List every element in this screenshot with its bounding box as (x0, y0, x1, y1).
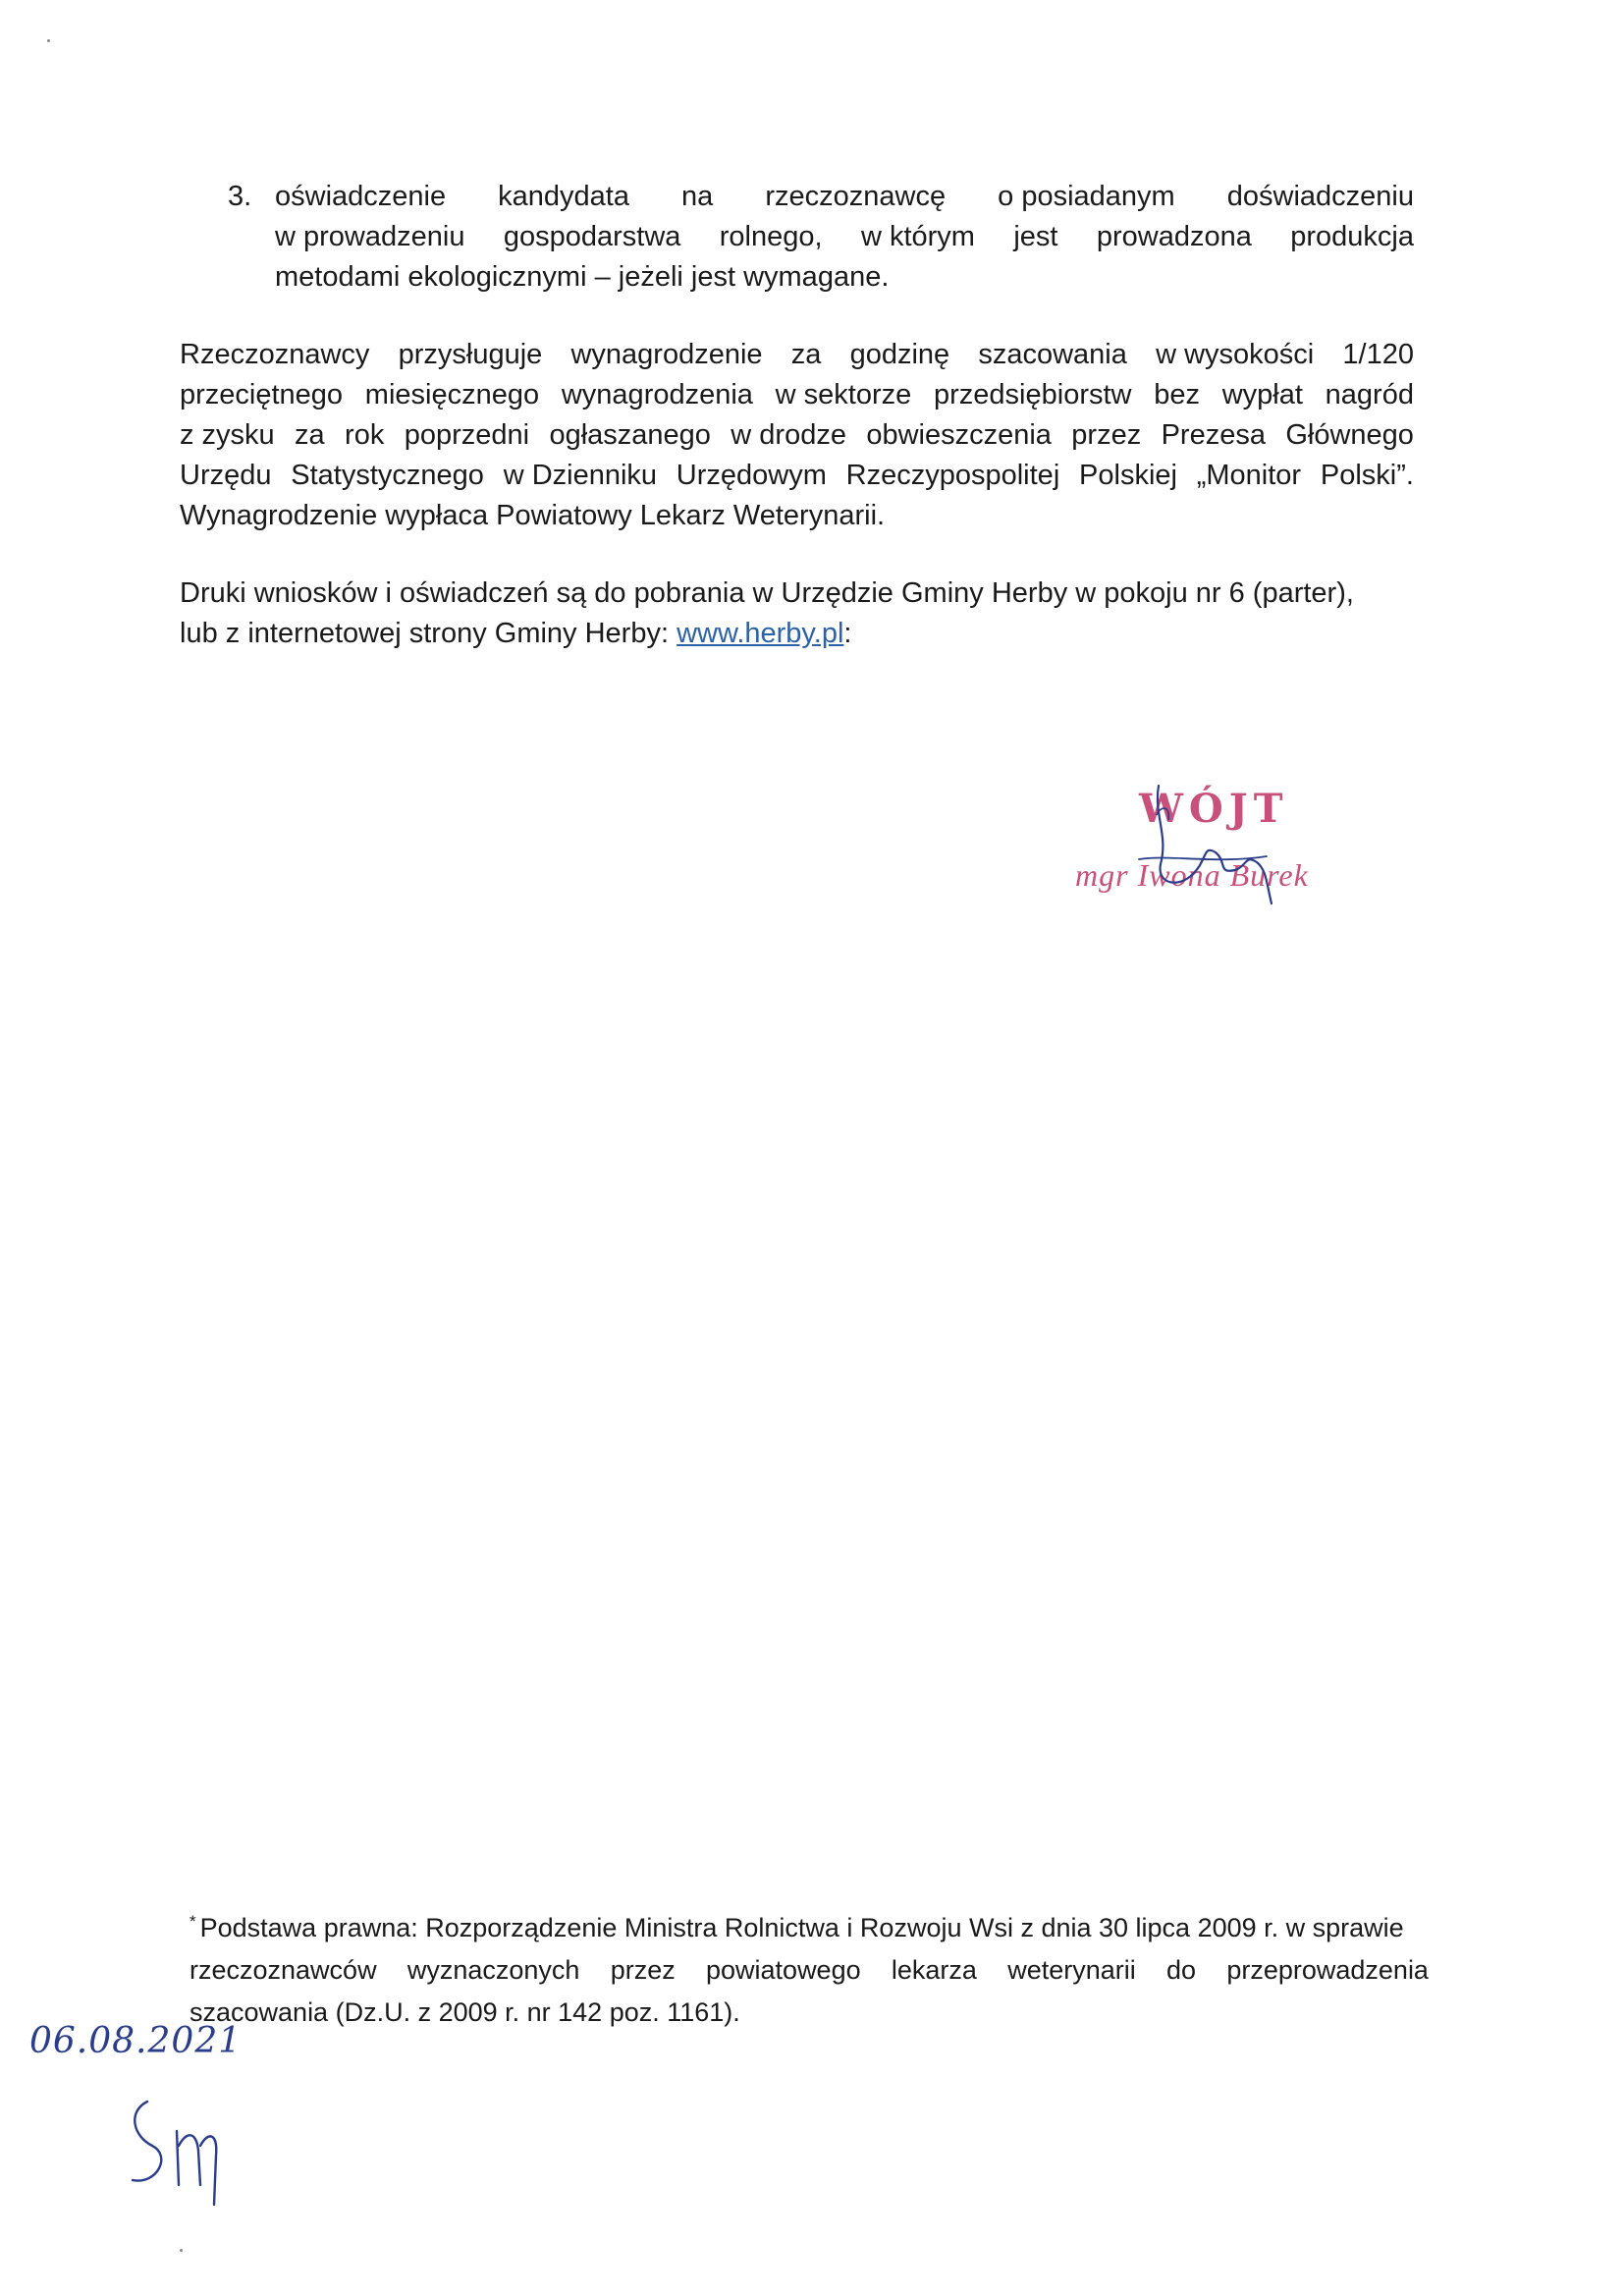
word: poprzedni (404, 419, 530, 451)
word: w sektorze (775, 379, 912, 410)
footnote-line-3: szacowania (Dz.U. z 2009 r. nr 142 poz. 1161). (189, 1997, 740, 2027)
word: produkcja (1290, 221, 1414, 252)
word: bez (1154, 379, 1200, 410)
list-item-line-3: metodami ekologicznymi – jeżeli jest wymagane. (275, 261, 890, 293)
paragraph-line-5: Wynagrodzenie wypłaca Powiatowy Lekarz Weterynarii. (180, 500, 886, 531)
list-item-number: 3. (228, 181, 252, 212)
word: wynagrodzenia (561, 379, 753, 410)
handwritten-initials (118, 2092, 236, 2210)
word: Polski”. (1320, 460, 1414, 491)
word: miesięcznego (364, 379, 540, 410)
word: 1/120 (1342, 339, 1414, 370)
word: Głównego (1285, 419, 1414, 451)
forms-line-1: Druki wniosków i oświadczeń są do pobrania w Urzędzie Gminy Herby w pokoju nr 6 (parter), (180, 577, 1354, 609)
herby-website-link[interactable]: www.herby.pl (677, 618, 844, 649)
word: przez (610, 1955, 676, 1985)
word: powiatowego (706, 1955, 861, 1985)
word: ogłaszanego (549, 419, 711, 451)
word: Rzeczypospolitej (845, 460, 1060, 491)
word: za (790, 339, 822, 370)
paragraph-line-3 (180, 421, 1414, 450)
word: na (681, 181, 714, 212)
footnote-line-2 (189, 1957, 1429, 1984)
word: wynagrodzenie (570, 339, 763, 370)
word: gospodarstwa (503, 221, 681, 252)
word: godzinę (849, 339, 950, 370)
word: z zysku (180, 419, 275, 451)
word: Rzeczoznawcy (180, 339, 370, 370)
footnote-marker: * (189, 1912, 196, 1931)
word: przez (1071, 419, 1142, 451)
word: prowadzona (1096, 221, 1252, 252)
word: w którym (860, 221, 975, 252)
word: w prowadzeniu (275, 221, 465, 252)
paragraph-line-4 (180, 462, 1414, 490)
scan-speck (47, 39, 50, 42)
word: szacowania (978, 339, 1127, 370)
word: wyznaczonych (406, 1955, 580, 1985)
word: obwieszczenia (866, 419, 1052, 451)
word: przeprowadzenia (1226, 1955, 1429, 1985)
word: Urzędowym (676, 460, 827, 491)
handwritten-date: 06.08.2021 (29, 2021, 243, 2061)
forms-line-2 (180, 620, 851, 648)
word: Statystycznego (291, 460, 484, 491)
word: o posiadanym (998, 181, 1175, 212)
word: rok (345, 419, 385, 451)
word: rolnego, (719, 221, 823, 252)
stamp-title: WÓJT (1139, 786, 1289, 832)
paragraph-line-1 (180, 341, 1414, 369)
word: w wysokości (1156, 339, 1315, 370)
word: „Monitor (1196, 460, 1302, 491)
forms-line-2-prefix: lub z internetowej strony Gminy Herby: (180, 618, 677, 649)
word: przedsiębiorstw (934, 379, 1132, 410)
word: do (1166, 1955, 1197, 1985)
word: oświadczenie (275, 181, 447, 212)
word: doświadczeniu (1226, 181, 1414, 212)
word: Polskiej (1079, 460, 1177, 491)
word: rzeczoznawców (189, 1955, 377, 1985)
stamp-name: mgr Iwona Burek (1075, 857, 1309, 893)
footnote-line-1-text: Podstawa prawna: Rozporządzenie Ministra Rolnictwa i Rozwoju Wsi z dnia 30 lipca 2009 r. w sprawie (199, 1913, 1404, 1942)
list-item-line-1 (275, 183, 1414, 211)
word: Prezesa (1161, 419, 1266, 451)
word: rzeczoznawcę (765, 181, 947, 212)
word: przysługuje (398, 339, 543, 370)
word: w Dzienniku (503, 460, 658, 491)
word: kandydata (498, 181, 629, 212)
word: w drodze (731, 419, 846, 451)
word: lekarza (891, 1955, 977, 1985)
word: jest (1013, 221, 1058, 252)
word: przeciętnego (180, 379, 344, 410)
word: nagród (1325, 379, 1414, 410)
footnote-line-1 (189, 1912, 1404, 1942)
mayor-signature (1100, 776, 1335, 933)
word: za (295, 419, 325, 451)
list-item-line-2 (275, 223, 1414, 251)
scan-speck (180, 2249, 183, 2252)
word: wypłat (1221, 379, 1303, 410)
forms-line-2-suffix: : (843, 618, 852, 649)
paragraph-line-2 (180, 381, 1414, 410)
word: Urzędu (180, 460, 272, 491)
word: weterynarii (1007, 1955, 1136, 1985)
